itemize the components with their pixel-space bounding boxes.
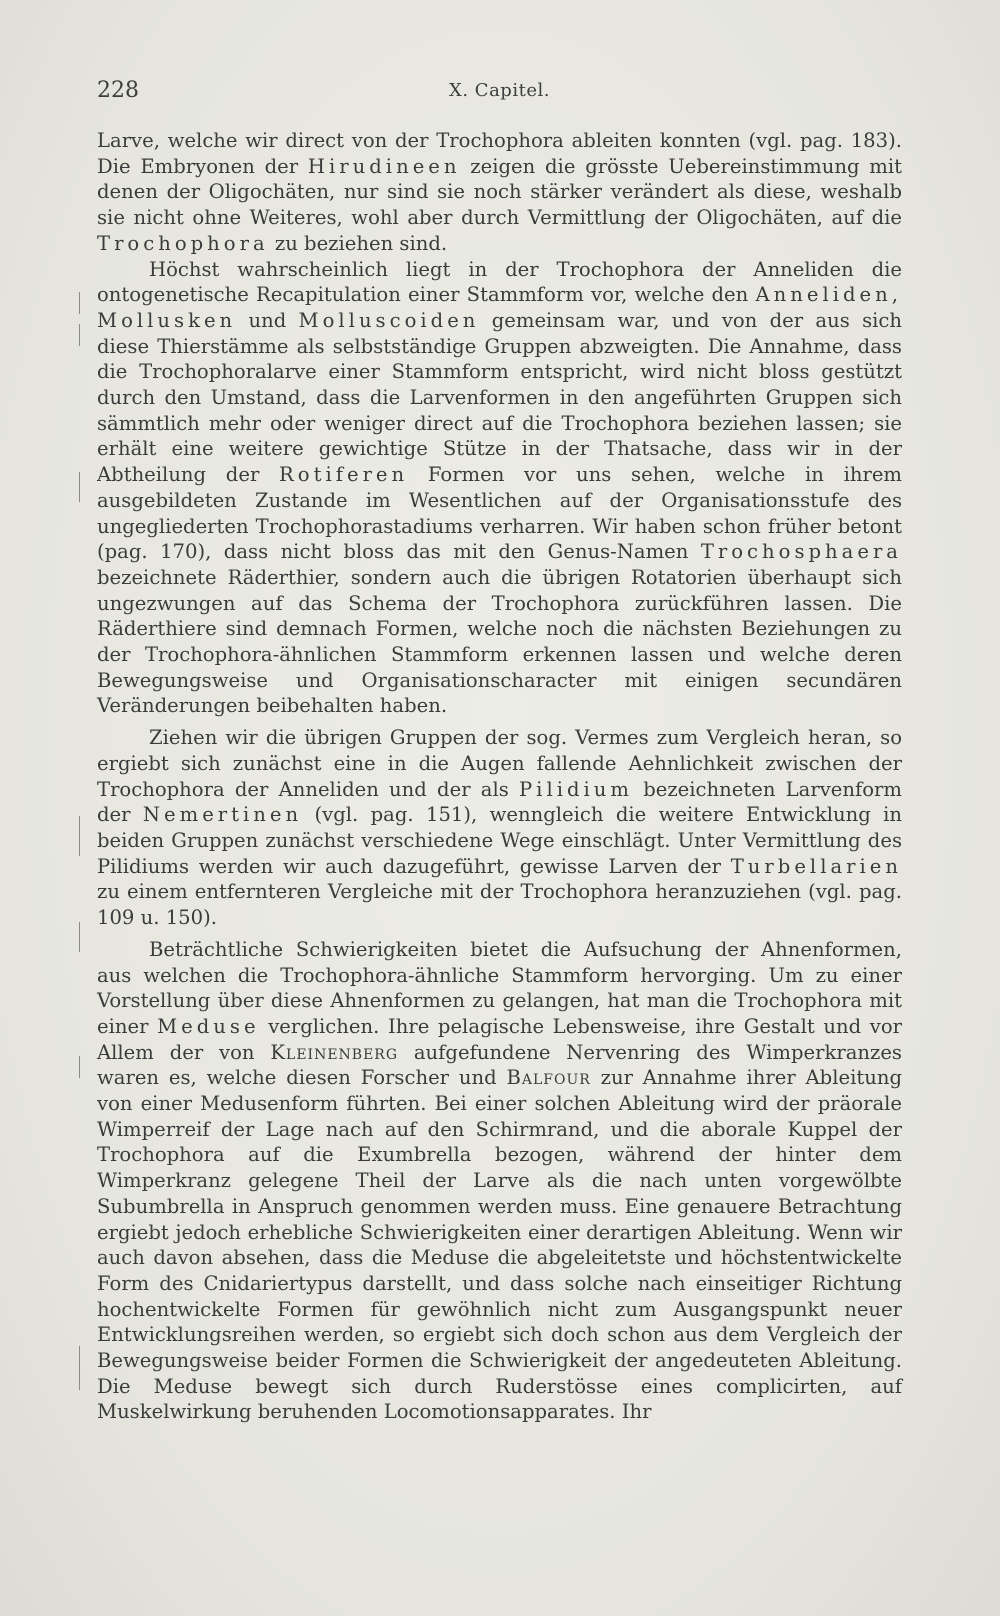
text-segment: Formen vor uns sehen, welche in ihrem ausgebildeten Zustande im Wesentlichen auf der Organisationsstufe des ungegliederten Trochophorastadiums verharren. Wir haben schon früher betont (pag. 170), dass nicht bloss das mit den Genus-Namen	[97, 463, 902, 564]
body-text	[97, 128, 902, 1425]
margin-pencil-mark	[79, 816, 80, 856]
emphasized-term: Molluscoiden	[298, 308, 480, 332]
running-head: X. Capitel.	[449, 80, 550, 101]
emphasized-term: Nemertinen	[142, 803, 303, 827]
margin-pencil-mark	[79, 292, 80, 314]
text-segment: Beträchtliche Schwierigkeiten bietet die Aufsuchung der Ahnenformen, aus welchen die Trochophora-ähnliche Stammform hervorging. Um zu einer Vorstellung über diese Ahnenformen zu gelangen, hat man die Trochophora mit einer	[97, 937, 902, 1038]
emphasized-term: Trochophora	[97, 231, 269, 255]
paragraph	[97, 937, 902, 1425]
margin-pencil-mark	[79, 922, 80, 952]
text-segment: aufgefundene Nervenring des Wimperkranzes waren es, welche diesen Forscher und	[97, 1040, 902, 1090]
emphasized-term: Rotiferen	[279, 463, 409, 487]
paragraph	[97, 725, 902, 931]
text-segment: zu einem entfernteren Vergleiche mit der Trochophora heranzuziehen (vgl. pag. 109 u. 150).	[97, 880, 902, 930]
emphasized-term: Pilidium	[519, 777, 633, 801]
text-segment: gemeinsam war, und von der aus sich diese Thierstämme als selbstständige Gruppen abzweigten. Die Annahme, dass die Trochophoralarve einer Stammform entspricht, wird nicht bloss gestützt durch den Umstand, dass die Larvenformen in den angeführten Gruppen sich sämmtlich mehr oder weniger direct auf die Trochophora beziehen lassen; sie erhält eine weitere gewichtige Stütze in der Thatsache, dass wir in der Abtheilung der	[97, 308, 902, 487]
text-segment: und	[236, 308, 299, 332]
text-segment: verglichen. Ihre pelagische Lebensweise, ihre Gestalt und vor Allem der von	[97, 1014, 902, 1064]
emphasized-term: Balfour	[506, 1066, 591, 1090]
margin-pencil-mark	[79, 1346, 80, 1390]
text-segment: bezeichnete Räderthier, sondern auch die übrigen Rotatorien überhaupt sich ungezwungen auf das Schema der Trochophora zurückführen lassen. Die Räderthiere sind demnach Formen, welche noch die nächsten Beziehungen zu der Trochophora-ähnlichen Stammform erkennen lassen und welche deren Bewegungsweise und Organisationscharacter mit einigen secundären Veränderungen beibehalten haben.	[97, 565, 902, 718]
margin-pencil-mark	[79, 1056, 80, 1078]
margin-pencil-mark	[79, 472, 80, 502]
text-segment: bezeichneten Larvenform der	[97, 777, 902, 827]
text-segment: (vgl. pag. 151), wenngleich die weitere Entwicklung in beiden Gruppen zunächst verschiedene Wege einschlägt. Unter Vermittlung des Pilidiums werden wir auch dazugeführt, gewisse Larven der	[97, 803, 903, 878]
emphasized-term: Trochosphaera	[700, 540, 902, 564]
text-segment: zu beziehen sind.	[268, 231, 448, 255]
paragraph	[97, 257, 902, 720]
text-segment: zeigen die grösste Uebereinstimmung mit denen der Oligochäten, nur sind sie noch stärker verändert als diese, weshalb sie nicht ohne Weiteres, wohl aber durch Vermittlung der Oligochäten, auf die	[97, 154, 902, 230]
page-header	[97, 78, 902, 108]
text-segment: zur Annahme ihrer Ableitung von einer Medusenform führten. Bei einer solchen Ableitung wird der präorale Wimperreif der Lage nach auf den Schirmrand, und die aborale Kuppel der Trochophora auf die Exumbrella bezogen, während der hinter dem Wimperkranz gelegene Theil der Larve als die nach unten vorgewölbte Subumbrella in Anspruch genommen werden muss. Eine genauere Betrachtung ergiebt jedoch erhebliche Schwierigkeiten einer derartigen Ableitung. Wenn wir auch davon absehen, dass die Meduse die abgeleitetste und höchstentwickelte Form des Cnidariertypus darstellt, und dass solche nach einseitiger Richtung hochentwickelte Formen für gewöhnlich nicht zum Ausgangspunkt neuer Entwicklungsreihen werden, so ergiebt sich doch schon aus dem Vergleich der Bewegungsweise beider Formen die Schwierigkeit der angedeuteten Ableitung. Die Meduse bewegt sich durch Ruderstösse eines complicirten, auf Muskelwirkung beruhenden Locomotionsapparates. Ihr	[97, 1066, 902, 1424]
paragraph	[97, 128, 902, 257]
emphasized-term: Anneliden, Mollusken	[97, 283, 902, 332]
emphasized-term: Hirudineen	[307, 154, 461, 178]
emphasized-term: Turbellarien	[730, 854, 902, 878]
emphasized-term: Kleinenberg	[270, 1040, 399, 1064]
text-segment: Ziehen wir die übrigen Gruppen der sog. Vermes zum Vergleich heran, so ergiebt sich zunächst eine in die Augen fallende Aehnlichkeit zwischen der Trochophora der Anneliden und der als	[97, 726, 902, 801]
margin-pencil-mark	[79, 324, 80, 346]
emphasized-term: Meduse	[157, 1014, 260, 1038]
page-number: 228	[97, 78, 139, 103]
text-segment: Höchst wahrscheinlich liegt in der Trochophora der Anneliden die ontogenetische Recapitulation einer Stammform vor, welche den	[97, 257, 902, 307]
text-segment: Larve, welche wir direct von der Trochophora ableiten konnten (vgl. pag. 183). Die Embryonen der	[97, 129, 902, 178]
